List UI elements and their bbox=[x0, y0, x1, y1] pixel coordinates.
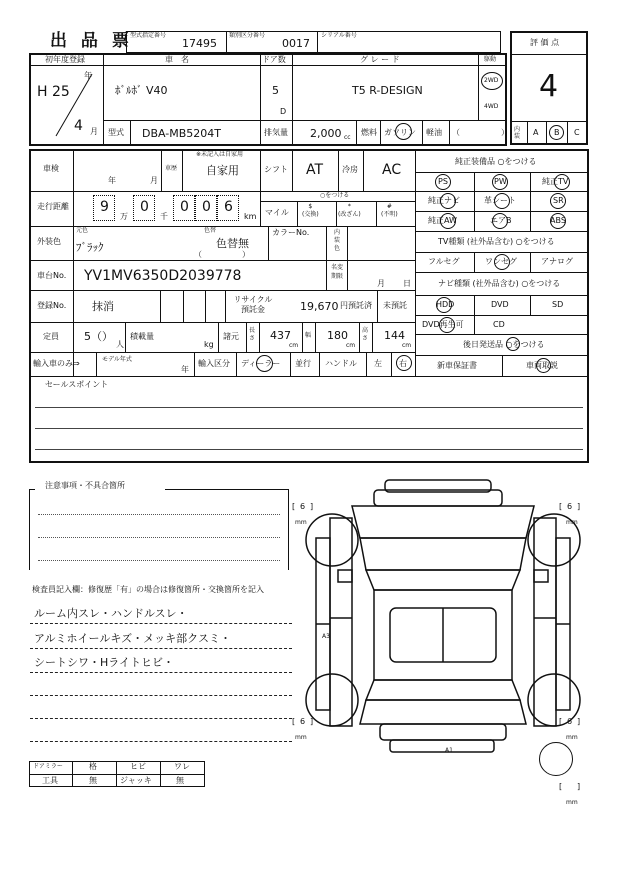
recycle-unit: 円預託済 bbox=[340, 301, 372, 310]
note-line-3: シートシワ・Hライトヒビ・ bbox=[34, 656, 174, 669]
navi-title: ナビ種類 (社外品含む) ○をつける bbox=[438, 279, 561, 288]
import-dealer: ディーラー bbox=[241, 359, 281, 368]
history-label: 車歴 bbox=[165, 165, 178, 172]
mileage-digit-3: 0 bbox=[180, 199, 189, 215]
navi-hdd: HDD bbox=[436, 300, 455, 309]
opt-abs: ABS bbox=[550, 216, 566, 225]
note-line-2: アルミホイールキズ・メッキ部クスミ・ bbox=[34, 632, 232, 645]
notes-bracket bbox=[29, 489, 289, 570]
jack-label: ジャッキ bbox=[120, 776, 152, 785]
import-dealer-circle bbox=[256, 355, 273, 372]
odo-unknown: # (不明) bbox=[381, 203, 398, 218]
opt-pw: PW bbox=[494, 177, 507, 186]
tv-title: TV種類 (社外品含む) ○をつける bbox=[438, 237, 555, 246]
opt-airbag-circle bbox=[492, 213, 508, 229]
later-manual-circle bbox=[536, 358, 551, 373]
navi-dvd-play-circle bbox=[439, 317, 455, 333]
crack-label: ヒビ bbox=[130, 762, 146, 771]
height-unit: cm bbox=[402, 342, 412, 349]
first-reg-year-mark: 年 bbox=[84, 71, 92, 80]
interior-b-circle bbox=[549, 125, 564, 140]
handle-label: ハンドル bbox=[325, 359, 357, 368]
form-title: 出 品 票 bbox=[50, 31, 133, 51]
cooler-value: AC bbox=[382, 162, 402, 178]
sales-point-label: セールスポイント bbox=[45, 380, 109, 389]
opt-airbag: エアB bbox=[490, 216, 512, 225]
fuel-diesel: 軽油 bbox=[426, 128, 442, 137]
handle-right-circle bbox=[396, 355, 412, 371]
odo-exchange: $ (交換) bbox=[302, 203, 319, 218]
tire-fr-value: 6 bbox=[567, 502, 573, 511]
inspection-label: 車検 bbox=[43, 164, 59, 173]
grade-value: T5 R-DESIGN bbox=[352, 84, 423, 97]
break-label: ワレ bbox=[174, 762, 190, 771]
opt-ps: PS bbox=[438, 177, 448, 186]
capacity-unit: 人 bbox=[116, 340, 124, 349]
width-unit: cm bbox=[346, 342, 356, 349]
tire-fl-value: 6 bbox=[300, 502, 306, 511]
opt-sr: SR bbox=[553, 196, 564, 205]
damage-mark-a3: A3 bbox=[322, 633, 330, 640]
name-change-month: 月 bbox=[377, 279, 385, 288]
length-value: 437 bbox=[270, 329, 291, 342]
color-no-label: カラーNo. bbox=[272, 228, 310, 237]
odo-tampered: * (改ざん) bbox=[338, 203, 361, 218]
first-reg-era: H 25 bbox=[37, 84, 70, 100]
type-label: 型式 bbox=[108, 128, 124, 137]
import-parallel: 並行 bbox=[295, 359, 311, 368]
later-title-circle bbox=[506, 337, 520, 351]
mileage-digit-4: 0 bbox=[202, 199, 211, 215]
interior-color-label: 内装色 bbox=[334, 229, 341, 252]
displacement-label: 排気量 bbox=[264, 128, 288, 137]
load-unit: kg bbox=[204, 340, 214, 349]
notes-label: 注意事項・不具合箇所 bbox=[45, 481, 125, 490]
type-value: DBA-MB5204T bbox=[142, 127, 222, 140]
tool-value: 無 bbox=[89, 776, 97, 785]
color-label: 外装色 bbox=[37, 237, 61, 246]
tire-fr-unit: mm bbox=[566, 519, 578, 526]
odo-mile: マイル bbox=[265, 208, 289, 217]
opt-ps-circle bbox=[435, 174, 451, 190]
opt-leather: 革シート bbox=[484, 196, 516, 205]
name-change-day: 日 bbox=[403, 279, 411, 288]
later-title: 後日発送品 ○をつける bbox=[463, 340, 545, 349]
tv-oneseg-circle bbox=[494, 254, 510, 270]
history-note: ※未記入は自家用 bbox=[196, 151, 244, 158]
fuel-paren: （ ） bbox=[452, 128, 508, 137]
load-label: 積載量 bbox=[130, 332, 154, 341]
drive-2wd: 2WD bbox=[484, 77, 499, 84]
inspection-year: 年 bbox=[108, 176, 116, 185]
history-value: 自家用 bbox=[206, 164, 239, 177]
navi-sd: SD bbox=[552, 300, 564, 309]
shift-label: シフト bbox=[264, 165, 288, 174]
drive-label: 駆動 bbox=[484, 56, 497, 63]
navi-hdd-circle bbox=[436, 297, 455, 313]
spare-tire bbox=[539, 742, 573, 776]
jack-value: 無 bbox=[176, 776, 184, 785]
interior-a: A bbox=[533, 128, 539, 137]
recycle-unpaid: 未預託 bbox=[383, 301, 407, 310]
navi-dvd-play: DVD再生可 bbox=[422, 320, 464, 329]
opt-genuine-aw: 純正AW bbox=[428, 216, 457, 225]
color-change-value: 色替無 bbox=[216, 237, 249, 250]
door-value: 5 bbox=[272, 84, 279, 97]
genuine-title: 純正装備品 ○をつける bbox=[455, 157, 537, 166]
damage-mark-a1: A1 bbox=[445, 747, 453, 754]
car-name-label: 車 名 bbox=[165, 55, 189, 64]
mileage-digit-2: 0 bbox=[140, 199, 149, 215]
recycle-value: 19,670 bbox=[300, 300, 339, 313]
mirror-value: 格 bbox=[89, 762, 97, 771]
navi-dvd: DVD bbox=[491, 300, 509, 309]
drive-4wd: 4WD bbox=[484, 103, 499, 110]
tire-fl-unit: mm bbox=[295, 519, 307, 526]
interior-b: B bbox=[554, 128, 560, 137]
tire-rl-value: 6 bbox=[300, 717, 306, 726]
tire-rr-value: 6 bbox=[567, 717, 573, 726]
chassis-label: 車台No. bbox=[37, 271, 67, 280]
opt-sr-circle bbox=[550, 193, 566, 209]
fuel-gasoline-circle bbox=[395, 123, 412, 140]
opt-genuine-navi: 純正ナビ bbox=[428, 196, 460, 205]
car-name: ﾎﾞﾙﾎﾞ V40 bbox=[115, 84, 168, 97]
opt-genuine-aw-circle bbox=[440, 213, 456, 229]
tv-oneseg: ワンセグ bbox=[485, 257, 517, 266]
mileage-km: km bbox=[244, 212, 257, 221]
capacity-label: 定員 bbox=[43, 332, 59, 341]
name-change-label: 名変期限 bbox=[331, 264, 344, 280]
opt-abs-circle bbox=[550, 213, 566, 229]
dim-label: 諸元 bbox=[223, 332, 239, 341]
car-diagram bbox=[290, 478, 600, 768]
recycle-label: リサイクル預託金 bbox=[233, 295, 273, 314]
navi-cd: CD bbox=[493, 320, 505, 329]
opt-pw-circle bbox=[492, 174, 508, 190]
opt-leather-circle bbox=[494, 193, 510, 209]
model-year-unit: 年 bbox=[181, 365, 189, 374]
displacement-unit: cc bbox=[344, 134, 351, 141]
door-type: D bbox=[280, 107, 287, 116]
score-value: 4 bbox=[539, 69, 559, 104]
length-label: 長さ bbox=[249, 327, 256, 342]
mileage-digit-1: 9 bbox=[100, 199, 109, 215]
first-reg-month-mark: 月 bbox=[90, 127, 98, 136]
color-orig-label: 元色 bbox=[76, 227, 89, 234]
opt-genuine-navi-circle bbox=[440, 193, 456, 209]
class-value: 0017 bbox=[282, 37, 310, 50]
inspector-label: 検査員記入欄：修復歴「有」の場合は修復箇所・交換箇所を記入 bbox=[32, 585, 264, 594]
import-label: 輸入車のみ⇒ bbox=[33, 359, 80, 368]
height-value: 144 bbox=[384, 329, 405, 342]
tool-label: 工具 bbox=[42, 776, 58, 785]
mileage-digit-5: 6 bbox=[224, 199, 233, 215]
later-warranty: 新車保証書 bbox=[437, 361, 477, 370]
model-cert-label: 型式指定番号 bbox=[130, 32, 167, 39]
mileage-sen: 千 bbox=[160, 212, 168, 221]
fuel-gasoline: ガソリン bbox=[384, 128, 416, 137]
grade-label: グ レ ー ド bbox=[360, 55, 400, 64]
reg-no-label: 登録No. bbox=[37, 301, 67, 310]
model-cert-value: 17495 bbox=[182, 37, 217, 50]
tv-fullseg: フルセグ bbox=[428, 257, 460, 266]
width-label: 幅 bbox=[305, 332, 312, 339]
tv-analog: アナログ bbox=[541, 257, 573, 266]
interior-label: 内装 bbox=[514, 126, 521, 140]
inspection-month: 月 bbox=[150, 176, 158, 185]
color-value: ﾌﾞﾗｯｸ bbox=[76, 241, 104, 254]
import-class-label: 輸入区分 bbox=[198, 359, 230, 368]
later-manual: 車両取説 bbox=[526, 361, 558, 370]
opt-genuine-tv-circle bbox=[554, 174, 570, 190]
chassis-value: YV1MV6350D2039778 bbox=[84, 268, 242, 284]
mileage-label: 走行距離 bbox=[37, 202, 69, 211]
model-year-label: モデル年式 bbox=[102, 356, 132, 363]
opt-genuine-tv: 純正TV bbox=[542, 177, 569, 186]
drive-2wd-circle bbox=[481, 72, 503, 90]
first-reg-month: 4 bbox=[74, 118, 83, 134]
spare-tire-unit: mm bbox=[566, 799, 578, 806]
tire-rl-unit: mm bbox=[295, 734, 307, 741]
height-label: 高さ bbox=[362, 327, 369, 342]
odo-circle-note: ○をつける bbox=[320, 192, 350, 199]
tire-rr-unit: mm bbox=[566, 734, 578, 741]
shift-value: AT bbox=[306, 162, 324, 178]
length-unit: cm bbox=[289, 342, 299, 349]
score-label: 評 価 点 bbox=[530, 38, 560, 47]
color-paren: （ ） bbox=[194, 250, 250, 259]
mirror-label: ドアミラー bbox=[33, 763, 63, 770]
displacement-value: 2,000 bbox=[310, 127, 342, 140]
note-line-1: ルーム内スレ・ハンドルスレ・ bbox=[34, 607, 188, 620]
cooler-label: 冷房 bbox=[342, 165, 358, 174]
color-change-label: 色替 bbox=[204, 227, 217, 234]
fuel-label: 燃料 bbox=[361, 128, 377, 137]
serial-label: シリアル番号 bbox=[321, 32, 357, 39]
capacity-value: 5（） bbox=[84, 330, 113, 343]
reg-no-value: 抹消 bbox=[92, 300, 114, 313]
width-value: 180 bbox=[327, 329, 348, 342]
class-label: 類別区分番号 bbox=[229, 32, 266, 39]
handle-left: 左 bbox=[374, 359, 382, 368]
first-reg-label: 初年度登録 bbox=[45, 55, 85, 64]
door-label: ドア数 bbox=[262, 55, 286, 64]
handle-right: 右 bbox=[399, 359, 407, 368]
interior-c: C bbox=[574, 128, 580, 137]
mileage-man: 万 bbox=[120, 212, 128, 221]
